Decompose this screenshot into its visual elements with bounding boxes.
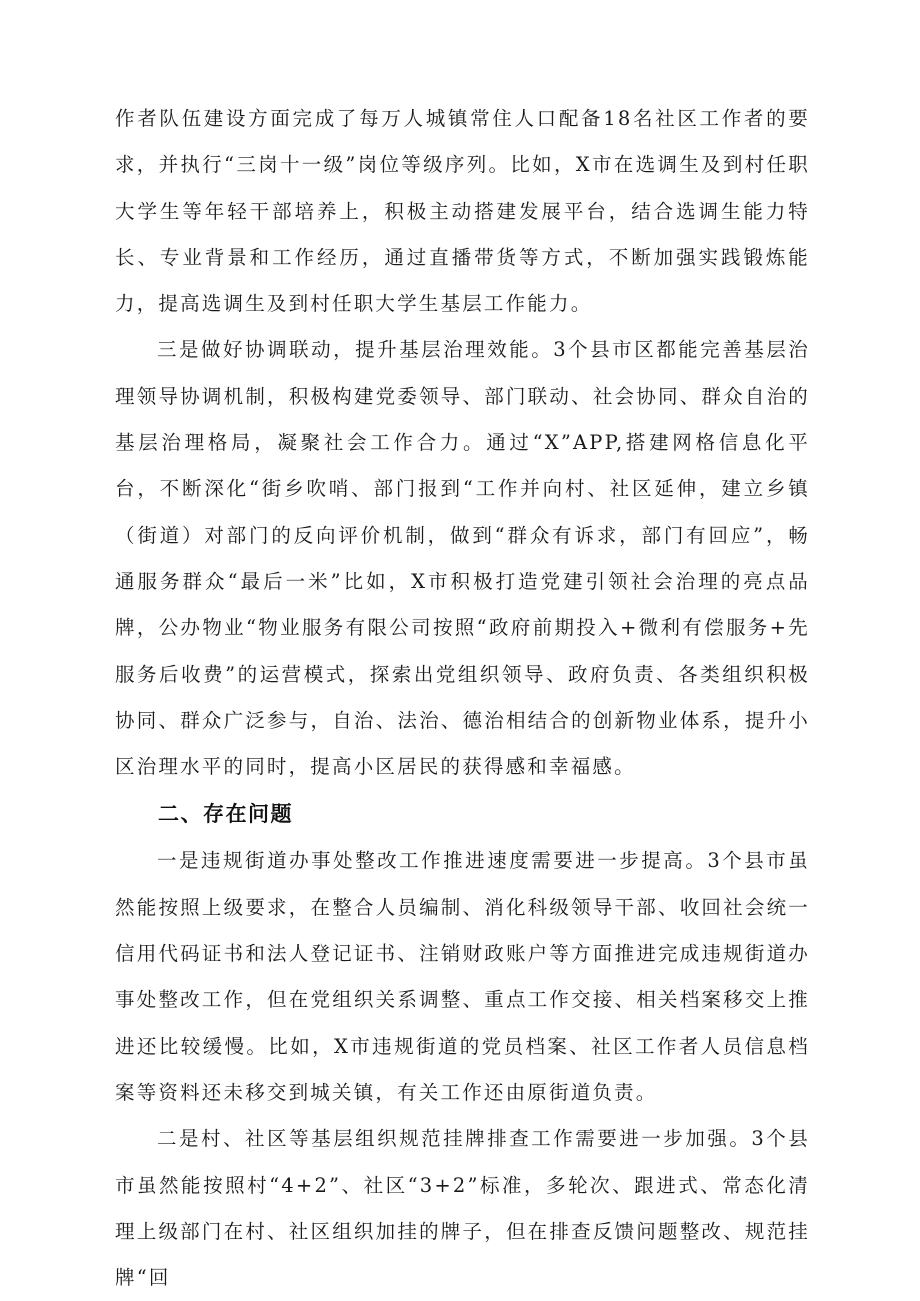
paragraph-coordination: 三是做好协调联动，提升基层治理效能。3个县市区都能完善基层治理领导协调机制，积极构建党委领导、部门联动、社会协同、群众自治的基层治理格局，凝聚社会工作合力。通过“X”APP,搭建网格信息化平台，不断深化“街乡吹哨、部门报到“工作并向村、社区延伸，建立乡镇（街道）对部门的反向评价机制，做到“群众有诉求，部门有回应”，畅通服务群众“最后一米”比如，X市积极打造党建引领社会治理的亮点品牌，公办物业“物业服务有限公司按照“政府前期投入+微利有偿服务+先服务后收费”的运营模式，探索出党组织领导、政府负责、各类组织积极协同、群众广泛参与，自治、法治、德治相结合的创新物业体系，提升小区治理水平的同时，提高小区居民的获得感和幸福感。 — [115, 338, 810, 779]
section-heading: 二、存在问题 — [158, 802, 293, 827]
paragraph-problem-one: 一是违规街道办事处整改工作推进速度需要进一步提高。3个县市虽然能按照上级要求，在整合人员编制、消化科级领导干部、收回社会统一信用代码证书和法人登记证书、注销财政账户等方面推进完成违规街道办事处整改工作，但在党组织关系调整、重点工作交接、相关档案移交上推进还比较缓慢。比如，X市违规街道的党员档案、社区工作者人员信息档案等资料还未移交到城关镇，有关工作还由原街道负责。 — [115, 849, 810, 1104]
paragraph-continuation: 作者队伍建设方面完成了每万人城镇常住人口配备18名社区工作者的要求，并执行“三岗十一级”岗位等级序列。比如，X市在选调生及到村任职大学生等年轻干部培养上，积极主动搭建发展平台，结合选调生能力特长、专业背景和工作经历，通过直播带货等方式，不断加强实践锻炼能力，提高选调生及到村任职大学生基层工作能力。 — [115, 107, 810, 316]
document-body — [115, 96, 810, 1301]
paragraph-problem-two: 二是村、社区等基层组织规范挂牌排查工作需要进一步加强。3个县市虽然能按照村“4+2”、社区“3+2”标准，多轮次、跟进式、常态化清理上级部门在村、社区组织加挂的牌子，但在排查反馈问题整改、规范挂牌“回 — [115, 1127, 810, 1290]
